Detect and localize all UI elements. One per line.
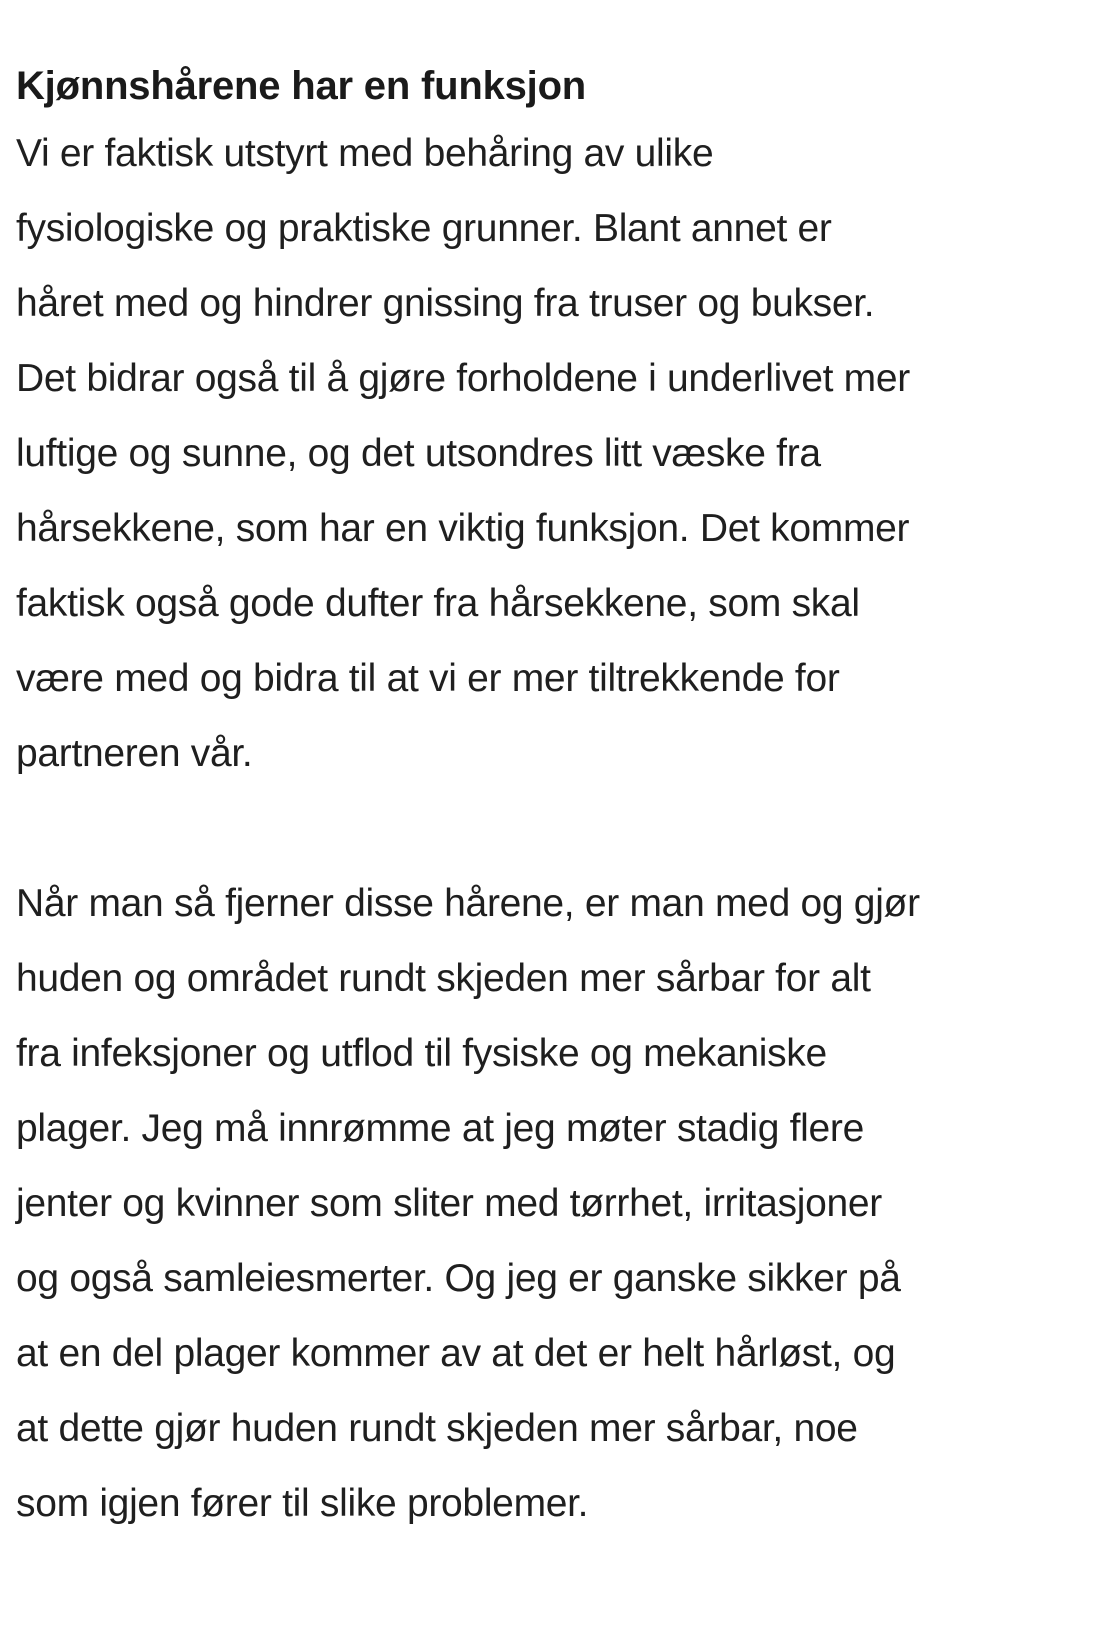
paragraph-spacer (16, 791, 1096, 866)
paragraph-1 (16, 116, 1096, 791)
text-line: håret med og hindrer gnissing fra truser og bukser. (16, 282, 875, 325)
text-line: huden og området rundt skjeden mer sårbar for alt (16, 957, 871, 1000)
paragraph-2 (16, 866, 1096, 1541)
text-line: Vi er faktisk utstyrt med behåring av ulike (16, 132, 714, 175)
text-line: faktisk også gode dufter fra hårsekkene, som skal (16, 582, 860, 625)
article (16, 56, 1096, 1541)
text-line: plager. Jeg må innrømme at jeg møter stadig flere (16, 1107, 864, 1150)
text-line: som igjen fører til slike problemer. (16, 1482, 589, 1525)
text-line: partneren vår. (16, 732, 253, 775)
text-line: og også samleiesmerter. Og jeg er ganske sikker på (16, 1257, 901, 1300)
text-line: jenter og kvinner som sliter med tørrhet, irritasjoner (16, 1182, 882, 1225)
text-line: at en del plager kommer av at det er helt hårløst, og (16, 1332, 896, 1375)
text-line: være med og bidra til at vi er mer tiltrekkende for (16, 657, 840, 700)
text-line: fra infeksjoner og utflod til fysiske og mekaniske (16, 1032, 827, 1075)
text-line: Når man så fjerner disse hårene, er man med og gjør (16, 882, 920, 925)
text-line: hårsekkene, som har en viktig funksjon. Det kommer (16, 507, 910, 550)
article-heading: Kjønnshårene har en funksjon (16, 64, 587, 108)
text-line: Det bidrar også til å gjøre forholdene i underlivet mer (16, 357, 910, 400)
text-line: at dette gjør huden rundt skjeden mer sårbar, noe (16, 1407, 858, 1450)
text-line: luftige og sunne, og det utsondres litt væske fra (16, 432, 821, 475)
text-line: fysiologiske og praktiske grunner. Blant annet er (16, 207, 832, 250)
